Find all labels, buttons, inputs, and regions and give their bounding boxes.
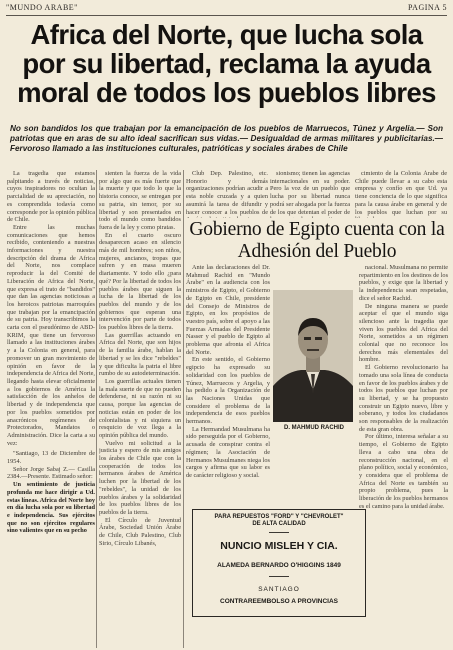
paragraph: En el cuarto oscuro desaparecen acaso en silencio más de mil hombres; son niños, mujeres, ancianos, tropas que sufren y en masa mueren diariamente. Y todo ello ¿para qué? Por la libertad de todos los pueblos árabes que siguen la lucha de la libertad de los pueblos del mundo y de los gobiernos que esperan una intervención por parte de todos los pueblos libres de la tierra.: [99, 231, 181, 332]
advertisement-box: [192, 509, 366, 617]
paragraph: El Círculo de Juventud Árabe, Sociedad Unión Árabe de Chile, Club Palestino, Club Sirio, Círculo Libanés,: [99, 516, 181, 547]
newspaper-name: "MUNDO ARABE": [6, 3, 78, 12]
egypt-article-column-3: [359, 264, 448, 648]
egypt-article-column-1: [186, 264, 270, 502]
column-divider: [183, 170, 184, 648]
ad-company-name: NUNCIO MISLEH Y CIA.: [220, 540, 338, 552]
article-column-4: [270, 170, 350, 218]
article-column-2: [99, 170, 181, 648]
paragraph: Las guerrillas actuando en Africa del Norte, que son hijos de la familia árabe, hablan la libertad y se les dice "rebeldes" y que dificulta la patria el libre rumbo de su autodeterminación.: [99, 331, 181, 378]
paragraph: El Gobierno revolucionario ha tomado una sola línea de conducta en favor de los pueblos árabes y de todos los pueblos que luchan por su libertad, y se ha propuesto construir un Egipto nuevo, libre y soberano, y todos los ciudadanos son responsables de la realización de esta gran obra.: [359, 364, 448, 433]
paragraph: Por último, interesa señalar a su tiempo, el Gobierno de Egipto lleva a cabo una obra de reconstrucción nacional, en el plano político, social y económico, y considera que el problema de Africa del Norte es también su propio problema, pues la liberación de los pueblos hermanos es el camino para la unidad árabe.: [359, 433, 448, 510]
paragraph: Los guerrillas actuales tienen la mala suerte de que no pueden defenderse, ni su razón ni su causa, porque las agencias de noticias están en poder de los colonialistas y ni siquiera un resquicio de voz llega a la opinión pública del mundo.: [99, 377, 181, 439]
subheadline: No son bandidos los que trabajan por la emancipación de los pueblos de Marruecos, Túnez y Argelia.— Son patriotas que en aras de su alto ideal sacrifican sus vidas.— Desigualdad de armas militares y publicitarias.— Fervoroso llamado a las instituciones culturales, patrióticas y sociales árabes de Chile: [10, 124, 443, 153]
paragraph: Club Dep. Palestino, etc. Honorio y demás organizaciones podrían acudir a esta noble cruzada y a quien asumirá la tarea de difundir y hacer conocer a los pueblos de: [186, 170, 268, 216]
article-column-3: [186, 170, 268, 218]
paragraph: sienten la fuerza de la vida por algo que es más fuerte que la muerte y que todo lo que la historia conoce, se entregan por su patria, sin temor, por su libertad y son presentados en todo el mundo como bandidos fuera de la ley y como piratas.: [99, 170, 181, 231]
paragraph: En este sentido, el Gobierno egipcio ha expresado su solidaridad con los pueblos de Túnez, Marruecos y Argelia, y ha pedido a la Organización de las Naciones Unidas que considere el problema de la independencia de esos pueblos hermanos.: [186, 356, 270, 426]
paragraph: Un sentimiento de justicia profunda me hace dirigir a Ud. estas líneas. Africa del Norte hoy en día lucha sola por su libertad e independencia. Sus ejércitos que no son ejércitos regulares sino valientes que en su pecho: [7, 481, 95, 535]
article-column-5: [355, 170, 447, 218]
masthead-rule: [6, 15, 447, 16]
egypt-article-headline: Gobierno de Egipto cuenta con la Adhesión del Pueblo: [189, 219, 445, 262]
paragraph: Ante las declaraciones del Dr. Mahmud Rachid en "Mundo Árabe" en la audiencia con los ministros de Egipto, el Gobierno de Egipto en Chile, presidente del Consejo de Ministros de Egipto, en los propósitos de vuestro país, sobre el apoyo a las Fuerzas Armadas del Presidente Nasser y el pueblo de Egipto al problema que afronta el Africa del Norte.: [186, 264, 270, 356]
paragraph: sionismo; tienen las agencias internacionales en su poder. Pero la voz de un pueblo que lucha por su libertad nunca podrá ser ahogada por la fuerza de los que detentan el poder de: [270, 170, 350, 216]
paragraph: "Santiago, 13 de Diciembre de 1954.: [7, 450, 95, 466]
ad-separator: [269, 532, 289, 533]
paragraph: Entre las muchas comunicaciones que hemos recibido, conteniendo a nuestras informaciones y nuestra descripción del drama de Africa del Norte, nos complace reproducir la del Comité de Liberación de Africa del Norte, que expresa el trato de "bandidos" que dan las agencias noticiosas a los heroicos patriotas marroquíes que trabajan por la emancipación de su patria. Hoy transcribimos la carta con el pseudónimo de ABD-KRIM, que tiene un fervoroso llamado a las instituciones árabes y a la Colonia en general, para promover un gran movimiento de opinión en favor de la independencia de Africa del Norte, llegando hasta elevar oficialmente a los gobiernos de América la satisfacción de los anhelos de libertad y de independencia que por los pueblos sometidos por anacrónicos regímenes de Protectorados, Mandatos o Administración. Dice la carta a su vez:: [7, 223, 95, 447]
paragraph: La tragedia que estamos palpitando a través de noticias, cuyos inspiradores no ocultan la parcialidad de su apreciación, no es comprendida todavía como corresponde por la opinión pública de Chile.: [7, 170, 95, 224]
paragraph: De ninguna manera se puede aceptar el que el mundo siga silencioso ante la tragedia que viven los pueblos del Africa del Norte, sometidos a un régimen colonial que no reconoce los derechos más elementales del hombre.: [359, 302, 448, 364]
ad-city: SANTIAGO: [258, 586, 300, 593]
paragraph: Vuelvo mi solicitud a la justicia y espero de mis amigos los árabes de Chile que con la cooperación de todos los hermanos árabes de América luchen por la libertad de los "rebeldes", la unidad de los pueblos árabes y la solidaridad de los pueblos libres de los pueblos de la tierra.: [99, 439, 181, 516]
paragraph: nacional. Musulmana no permite repartimiento en los destinos de los pueblos, y exige que la libertad y la independencia sean respetadas, dice el señor Rachid.: [359, 264, 448, 302]
photo-caption: D. MAHMUD RACHID: [284, 425, 344, 431]
ad-line-2: DE ALTA CALIDAD: [252, 521, 306, 527]
ad-shipping-note: CONTRAREEMBOLSO A PROVINCIAS: [220, 598, 338, 605]
portrait-photo: [273, 290, 353, 422]
ad-address: ALAMEDA BERNARDO O'HIGGINS 1849: [217, 562, 341, 569]
main-headline: Africa del Norte, que lucha sola por su libertad, reclama la ayuda moral de todos los pueblos libres: [17, 19, 436, 108]
article-column-1: [7, 170, 95, 648]
paragraph: La Hermandad Musulmana ha sido perseguida por el Gobierno, acusada de conspirar contra el régimen; la Asociación de Hermanos Musulmanes niega los cargos y afirma que su labor es de carácter religioso y social.: [186, 425, 270, 479]
paragraph: Señor Jorge Sabaj Z.— Casilla 2384.—Presente. Estimado señor:: [7, 465, 95, 481]
page-number: PAGINA 5: [407, 3, 447, 12]
ad-line-1: PARA REPUESTOS "FORD" Y "CHEVROLET": [214, 514, 344, 520]
ad-separator: [269, 576, 289, 577]
column-divider: [96, 170, 97, 648]
paragraph: cimiento de la Colonia Árabe de Chile puede llevar a su cabo esta empresa y confío en que Ud. ya tiene conciencia de lo que significa para la causa árabe en general y de los pueblos que luchan por su: [355, 170, 447, 216]
masthead: [6, 3, 447, 15]
